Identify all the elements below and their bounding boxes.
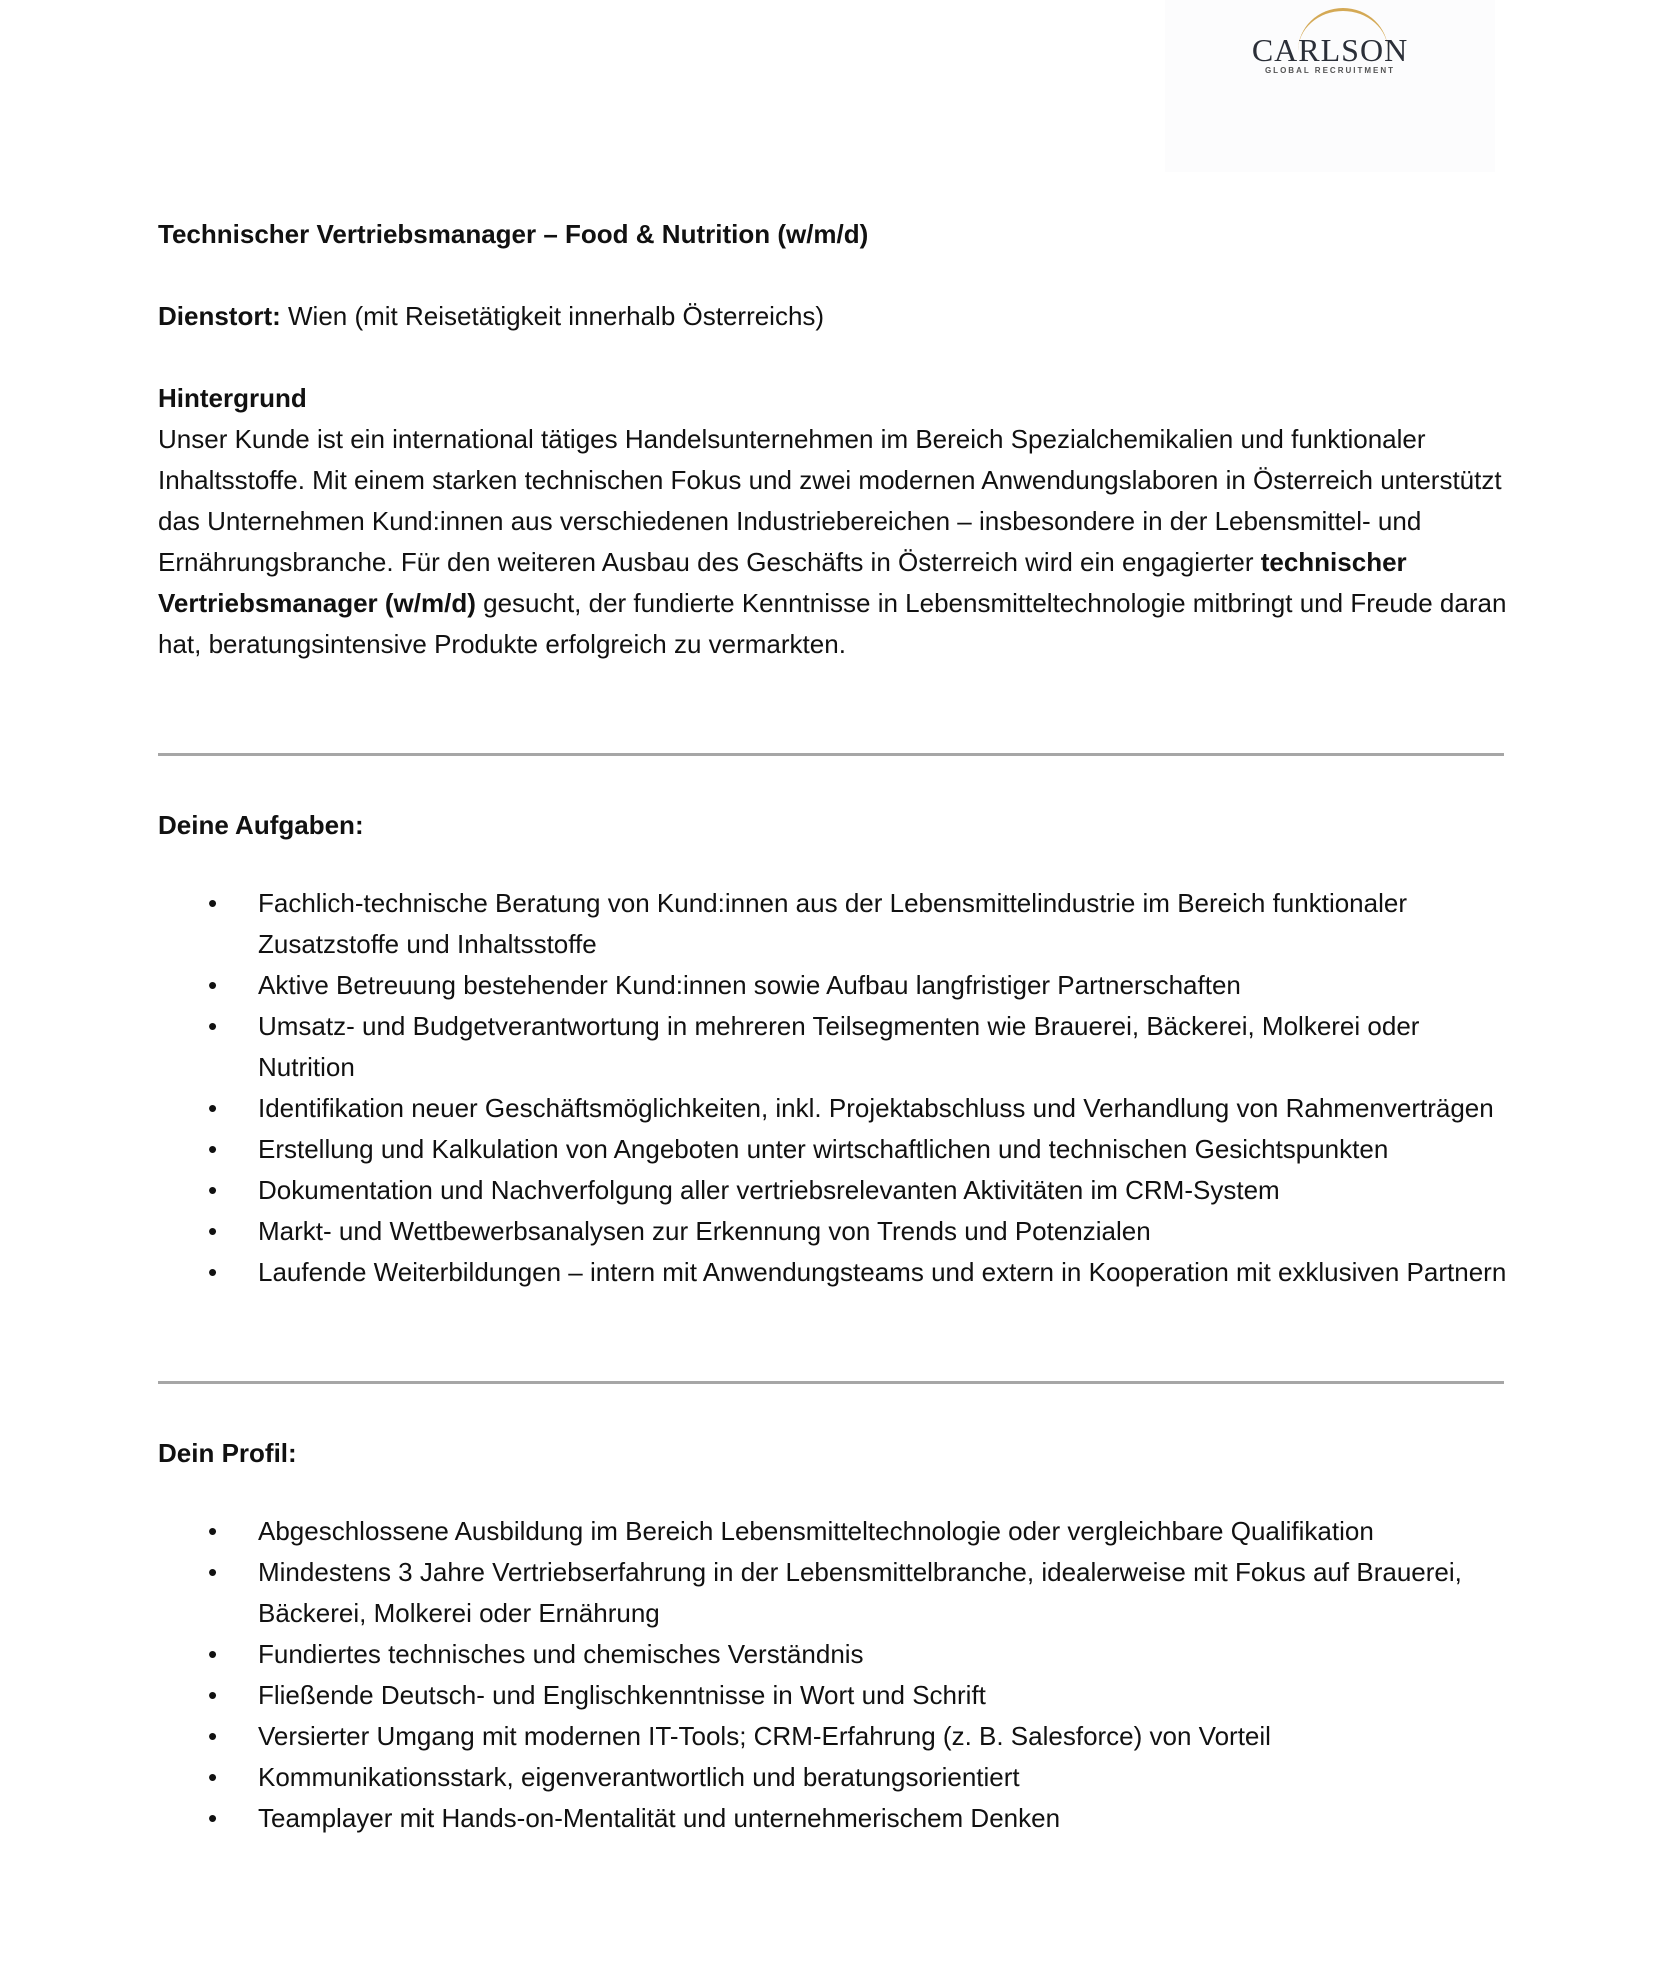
background-text: Unser Kunde ist ein international tätiges Handelsunternehmen im Bereich Spezialchemikalien und funktionaler Inhaltsstoffe. Mit einem starken technischen Fokus und zwei modernen Anwendungslaboren in Österreich unterstützt das Unternehmen Kund:innen aus verschiedenen Industriebereichen – insbesondere in der Lebensmittel- und Ernährungsbranche. Für den weiteren Ausbau des Geschäfts in Österreich wird ein engagierter technischer Vertriebsmanager (w/m/d) gesucht, der fundierte Kenntnisse in Lebensmitteltechnologie mitbringt und Freude daran hat, beratungsintensive Produkte erfolgreich zu vermarkten. <box>158 424 1507 659</box>
list-item: • Fließende Deutsch- und Englischkenntnisse in Wort und Schrift <box>158 1675 1508 1716</box>
location-label: Dienstort: <box>158 301 281 331</box>
job-title: Technischer Vertriebsmanager – Food & Nutrition (w/m/d) <box>158 219 869 249</box>
list-item: • Erstellung und Kalkulation von Angeboten unter wirtschaftlichen und technischen Gesichtspunkten <box>158 1129 1508 1170</box>
list-item: • Markt- und Wettbewerbsanalysen zur Erkennung von Trends und Potenzialen <box>158 1211 1508 1252</box>
document-body <box>158 214 1508 1839</box>
list-item: • Kommunikationsstark, eigenverantwortlich und beratungsorientiert <box>158 1757 1508 1798</box>
logo-tagline: GLOBAL RECRUITMENT <box>1264 66 1396 75</box>
list-item: • Umsatz- und Budgetverantwortung in mehreren Teilsegmenten wie Brauerei, Bäckerei, Molkerei oder Nutrition <box>158 1006 1508 1088</box>
list-item: • Fachlich-technische Beratung von Kund:innen aus der Lebensmittelindustrie im Bereich funktionaler Zusatzstoffe und Inhaltsstoffe <box>158 883 1508 965</box>
list-item: • Versierter Umgang mit modernen IT-Tools; CRM-Erfahrung (z. B. Salesforce) von Vorteil <box>158 1716 1508 1757</box>
profile-list <box>158 1511 1508 1839</box>
list-item: • Identifikation neuer Geschäftsmöglichkeiten, inkl. Projektabschluss und Verhandlung von Rahmenverträgen <box>158 1088 1508 1129</box>
list-item: • Laufende Weiterbildungen – intern mit Anwendungsteams und extern in Kooperation mit exklusiven Partnern <box>158 1252 1508 1293</box>
tasks-list <box>158 883 1508 1293</box>
company-logo <box>1165 0 1495 172</box>
location-value: Wien (mit Reisetätigkeit innerhalb Österreichs) <box>280 301 825 331</box>
logo-name: CARLSON <box>1251 32 1409 68</box>
list-item: • Dokumentation und Nachverfolgung aller vertriebsrelevanten Aktivitäten im CRM-System <box>158 1170 1508 1211</box>
location <box>158 296 1508 337</box>
list-item: • Abgeschlossene Ausbildung im Bereich Lebensmitteltechnologie oder vergleichbare Qualifikation <box>158 1511 1508 1552</box>
list-item: • Mindestens 3 Jahre Vertriebserfahrung in der Lebensmittelbranche, idealerweise mit Fokus auf Brauerei, Bäckerei, Molkerei oder Ernährung <box>158 1552 1508 1634</box>
list-item: • Teamplayer mit Hands-on-Mentalität und unternehmerischem Denken <box>158 1798 1508 1839</box>
list-item: • Aktive Betreuung bestehender Kund:innen sowie Aufbau langfristiger Partnerschaften <box>158 965 1508 1006</box>
background-heading: Hintergrund <box>158 383 307 413</box>
profile-heading: Dein Profil: <box>158 1438 297 1468</box>
tasks-heading: Deine Aufgaben: <box>158 810 364 840</box>
list-item: • Fundiertes technisches und chemisches Verständnis <box>158 1634 1508 1675</box>
